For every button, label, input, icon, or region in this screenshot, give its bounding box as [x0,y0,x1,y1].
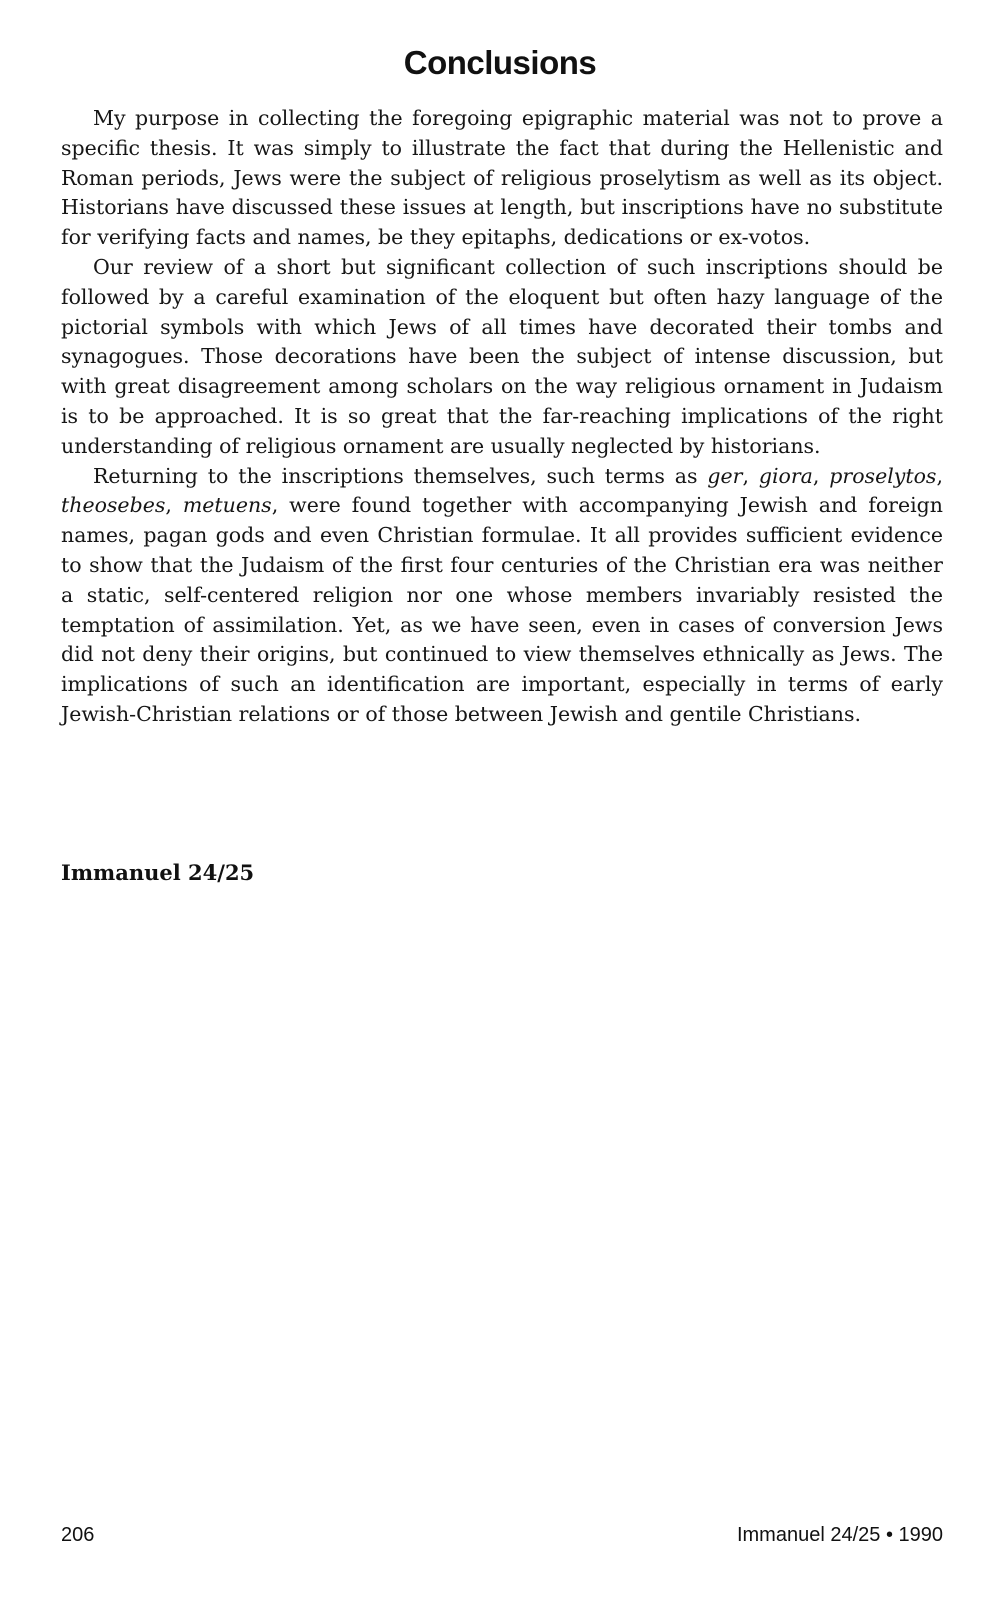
text-run: , [812,463,830,488]
section-heading: Conclusions [403,44,597,81]
italic-term: theosebes [61,493,166,518]
italic-term: metuens [182,493,272,518]
text-run: , [165,493,183,518]
text-run: , were found together with accompanying Jewish and foreign names, pagan gods and even Christian formulae. It all provides sufficient evidence to show that the Judaism of the first four centuries of the Christian era was neither a static, self-centered religion nor one whose members invariably resisted the temptation of assimilation. Yet, as we have seen, even in cases of conversion Jews did not deny their origins, but continued to view themselves ethnically as Jews. The implications of such an identification are important, especially in terms of early Jewish-Christian relations or of those between Jewish and gentile Christians. [61,493,943,726]
italic-term: proselytos [829,463,937,488]
paragraph-2 [61,253,943,462]
page-number: 206 [61,1524,95,1546]
text-run: , [742,463,759,488]
text-run: , [936,463,943,488]
italic-term: giora [758,463,813,488]
text-run: Returning to the inscriptions themselves, such terms as [93,463,708,488]
body-text [61,104,943,730]
text-run: My purpose in collecting the foregoing epigraphic material was not to prove a specific thesis. It was simply to illustrate the fact that during the Hellenistic and Roman periods, Jews were the subject of religious proselytism as well as its object. Historians have discussed these issues at length, but inscriptions have no substitute for verifying facts and names, be they epitaphs, dedications or ex-votos. [61,106,943,250]
signature: Immanuel 24/25 [61,860,255,885]
journal-footer: Immanuel 24/25 • 1990 [736,1524,943,1546]
text-run: Our review of a short but significant collection of such inscriptions should be followed by a careful examination of the eloquent but often hazy language of the pictorial symbols with which Jews of all times have decorated their tombs and synagogues. Those decorations have been the subject of intense discussion, but with great disagreement among scholars on the way religious ornament in Judaism is to be approached. It is so great that the far-reaching implications of the right understanding of religious ornament are usually neglected by historians. [61,254,943,458]
paragraph-1 [61,104,943,253]
paragraph-3 [61,462,943,730]
italic-term: ger [707,463,743,488]
